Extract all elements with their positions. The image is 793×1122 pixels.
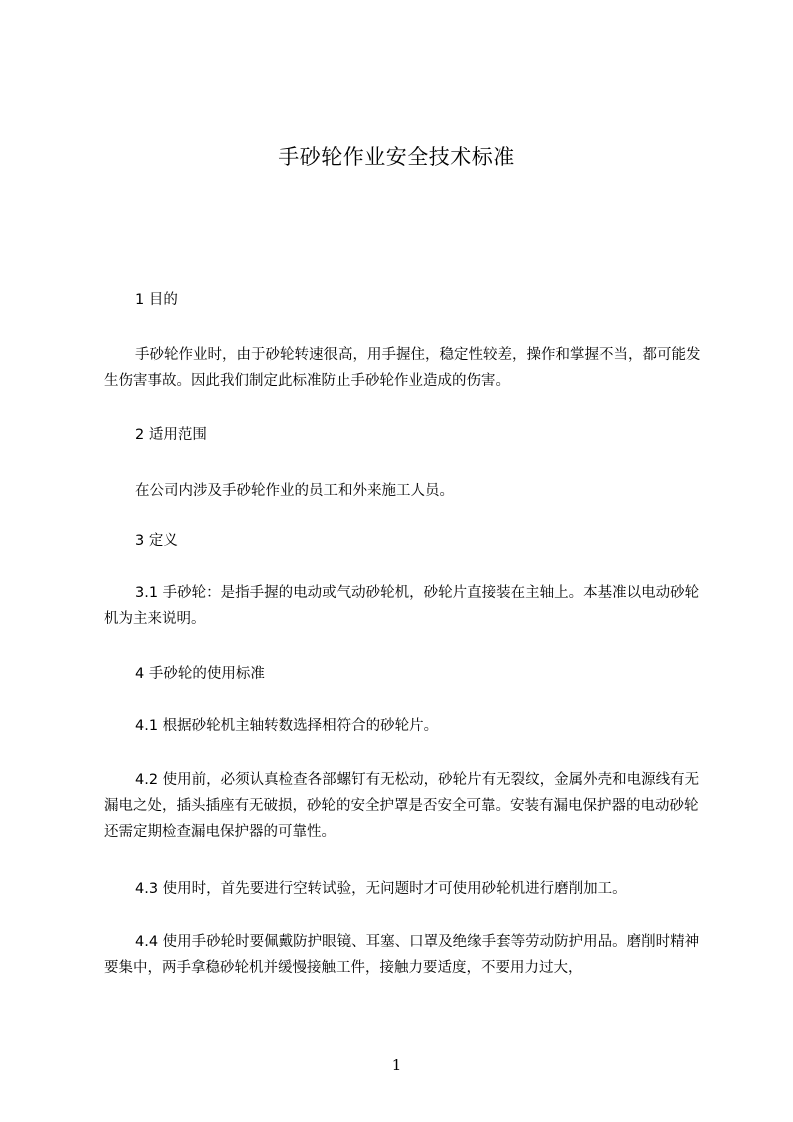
- section-4-1-body: 4.1 根据砂轮机主轴转数选择相符合的砂轮片。: [135, 718, 439, 734]
- section-3-heading: 3 定义: [135, 533, 178, 549]
- section-1-body: 手砂轮作业时，由于砂轮转速很高，用手握住，稳定性较差，操作和掌握不当，都可能发生伤害事故。因此我们制定此标准防止手砂轮作业造成的伤害。: [104, 347, 701, 389]
- document-title: 手砂轮作业安全技术标准: [278, 145, 515, 169]
- section-2-heading: 2 适用范围: [135, 427, 207, 443]
- section-4-4-body: 4.4 使用手砂轮时要佩戴防护眼镜、耳塞、口罩及绝缘手套等劳动防护用品。磨削时精神要集中，两手拿稳砂轮机并缓慢接触工件，接触力要适度，不要用力过大，: [104, 934, 700, 976]
- section-4-heading: 4 手砂轮的使用标准: [135, 666, 265, 682]
- section-4-2-body: 4.2 使用前，必须认真检查各部螺钉有无松动，砂轮片有无裂纹，金属外壳和电源线有无漏电之处，插头插座有无破损，砂轮的安全护罩是否安全可靠。安装有漏电保护器的电动砂轮还需定期检查漏电保护器的可靠性。: [104, 772, 700, 840]
- section-3-1-body: 3.1 手砂轮：是指手握的电动或气动砂轮机，砂轮片直接装在主轴上。本基准以电动砂轮机为主来说明。: [104, 585, 700, 627]
- section-1-heading: 1 目的: [135, 292, 178, 308]
- page-number: 1: [391, 1056, 402, 1074]
- section-2-body: 在公司内涉及手砂轮作业的员工和外来施工人员。: [135, 483, 454, 499]
- section-4-3-body: 4.3 使用时，首先要进行空转试验，无问题时才可使用砂轮机进行磨削加工。: [135, 881, 627, 897]
